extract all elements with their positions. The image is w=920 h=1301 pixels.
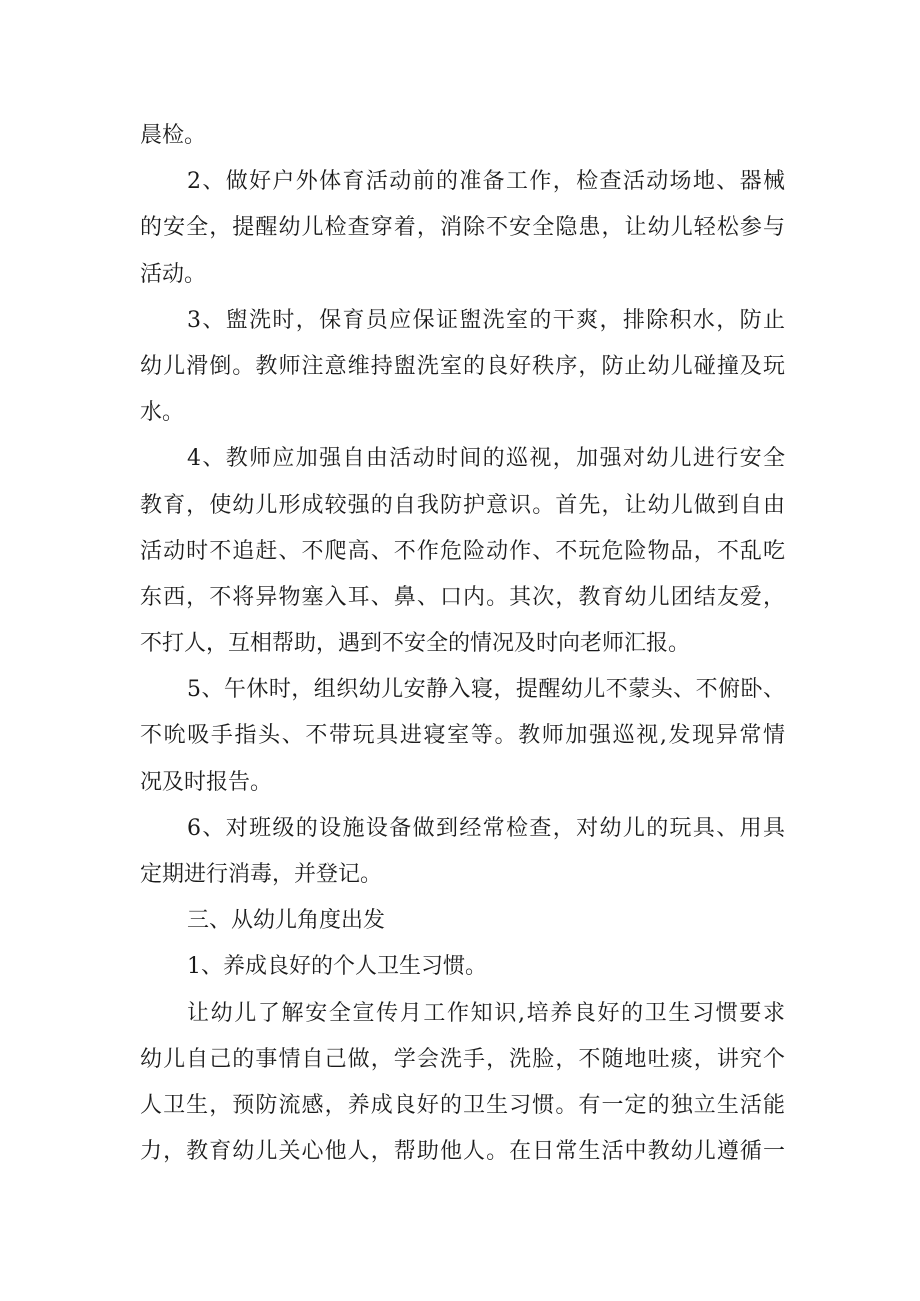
text-line: 人卫生，预防流感，养成良好的卫生习惯。有一定的独立生活能 <box>140 1092 785 1118</box>
text-line: 幼儿自己的事情自己做，学会洗手，洗脸，不随地吐痰，讲究个 <box>140 1046 785 1072</box>
text-line: 力，教育幼儿关心他人，帮助他人。在日常生活中教幼儿遵循一 <box>140 1139 785 1165</box>
text-line: 2、做好户外体育活动前的准备工作，检查活动场地、器械 <box>187 169 785 195</box>
text-line: 不打人，互相帮助，遇到不安全的情况及时向老师汇报。 <box>140 631 691 657</box>
text-line: 幼儿滑倒。教师注意维持盥洗室的良好秩序，防止幼儿碰撞及玩 <box>140 353 785 379</box>
text-line: 东西，不将异物塞入耳、鼻、口内。其次，教育幼儿团结友爱， <box>140 584 785 610</box>
text-line: 水。 <box>140 400 185 426</box>
text-line: 定期进行消毒，并登记。 <box>140 862 383 887</box>
text-line: 活动。 <box>140 261 207 287</box>
document-body <box>140 113 785 1175</box>
text-line: 活动时不追赶、不爬高、不作危险动作、不玩危险物品，不乱吃 <box>140 538 785 564</box>
text-line: 不吮吸手指头、不带玩具进寝室等。教师加强巡视,发现异常情 <box>140 723 785 749</box>
text-line: 4、教师应加强自由活动时间的巡视，加强对幼儿进行安全 <box>187 446 785 472</box>
section-heading: 三、从幼儿角度出发 <box>187 908 386 934</box>
text-line: 的安全，提醒幼儿检查穿着，消除不安全隐患，让幼儿轻松参与 <box>140 215 785 241</box>
text-line: 3、盥洗时，保育员应保证盥洗室的干爽，排除积水，防止 <box>187 307 785 333</box>
text-line: 况及时报告。 <box>140 769 273 795</box>
text-line: 晨检。 <box>140 123 207 148</box>
text-line: 教育，使幼儿形成较强的自我防护意识。首先，让幼儿做到自由 <box>140 492 785 518</box>
text-line: 让幼儿了解安全宣传月工作知识,培养良好的卫生习惯要求 <box>187 1000 785 1026</box>
subsection-heading: 1、养成良好的个人卫生习惯。 <box>187 954 487 980</box>
text-line: 5、午休时，组织幼儿安静入寝，提醒幼儿不蒙头、不俯卧、 <box>187 677 785 703</box>
text-line: 6、对班级的设施设备做到经常检查，对幼儿的玩具、用具 <box>187 815 785 841</box>
